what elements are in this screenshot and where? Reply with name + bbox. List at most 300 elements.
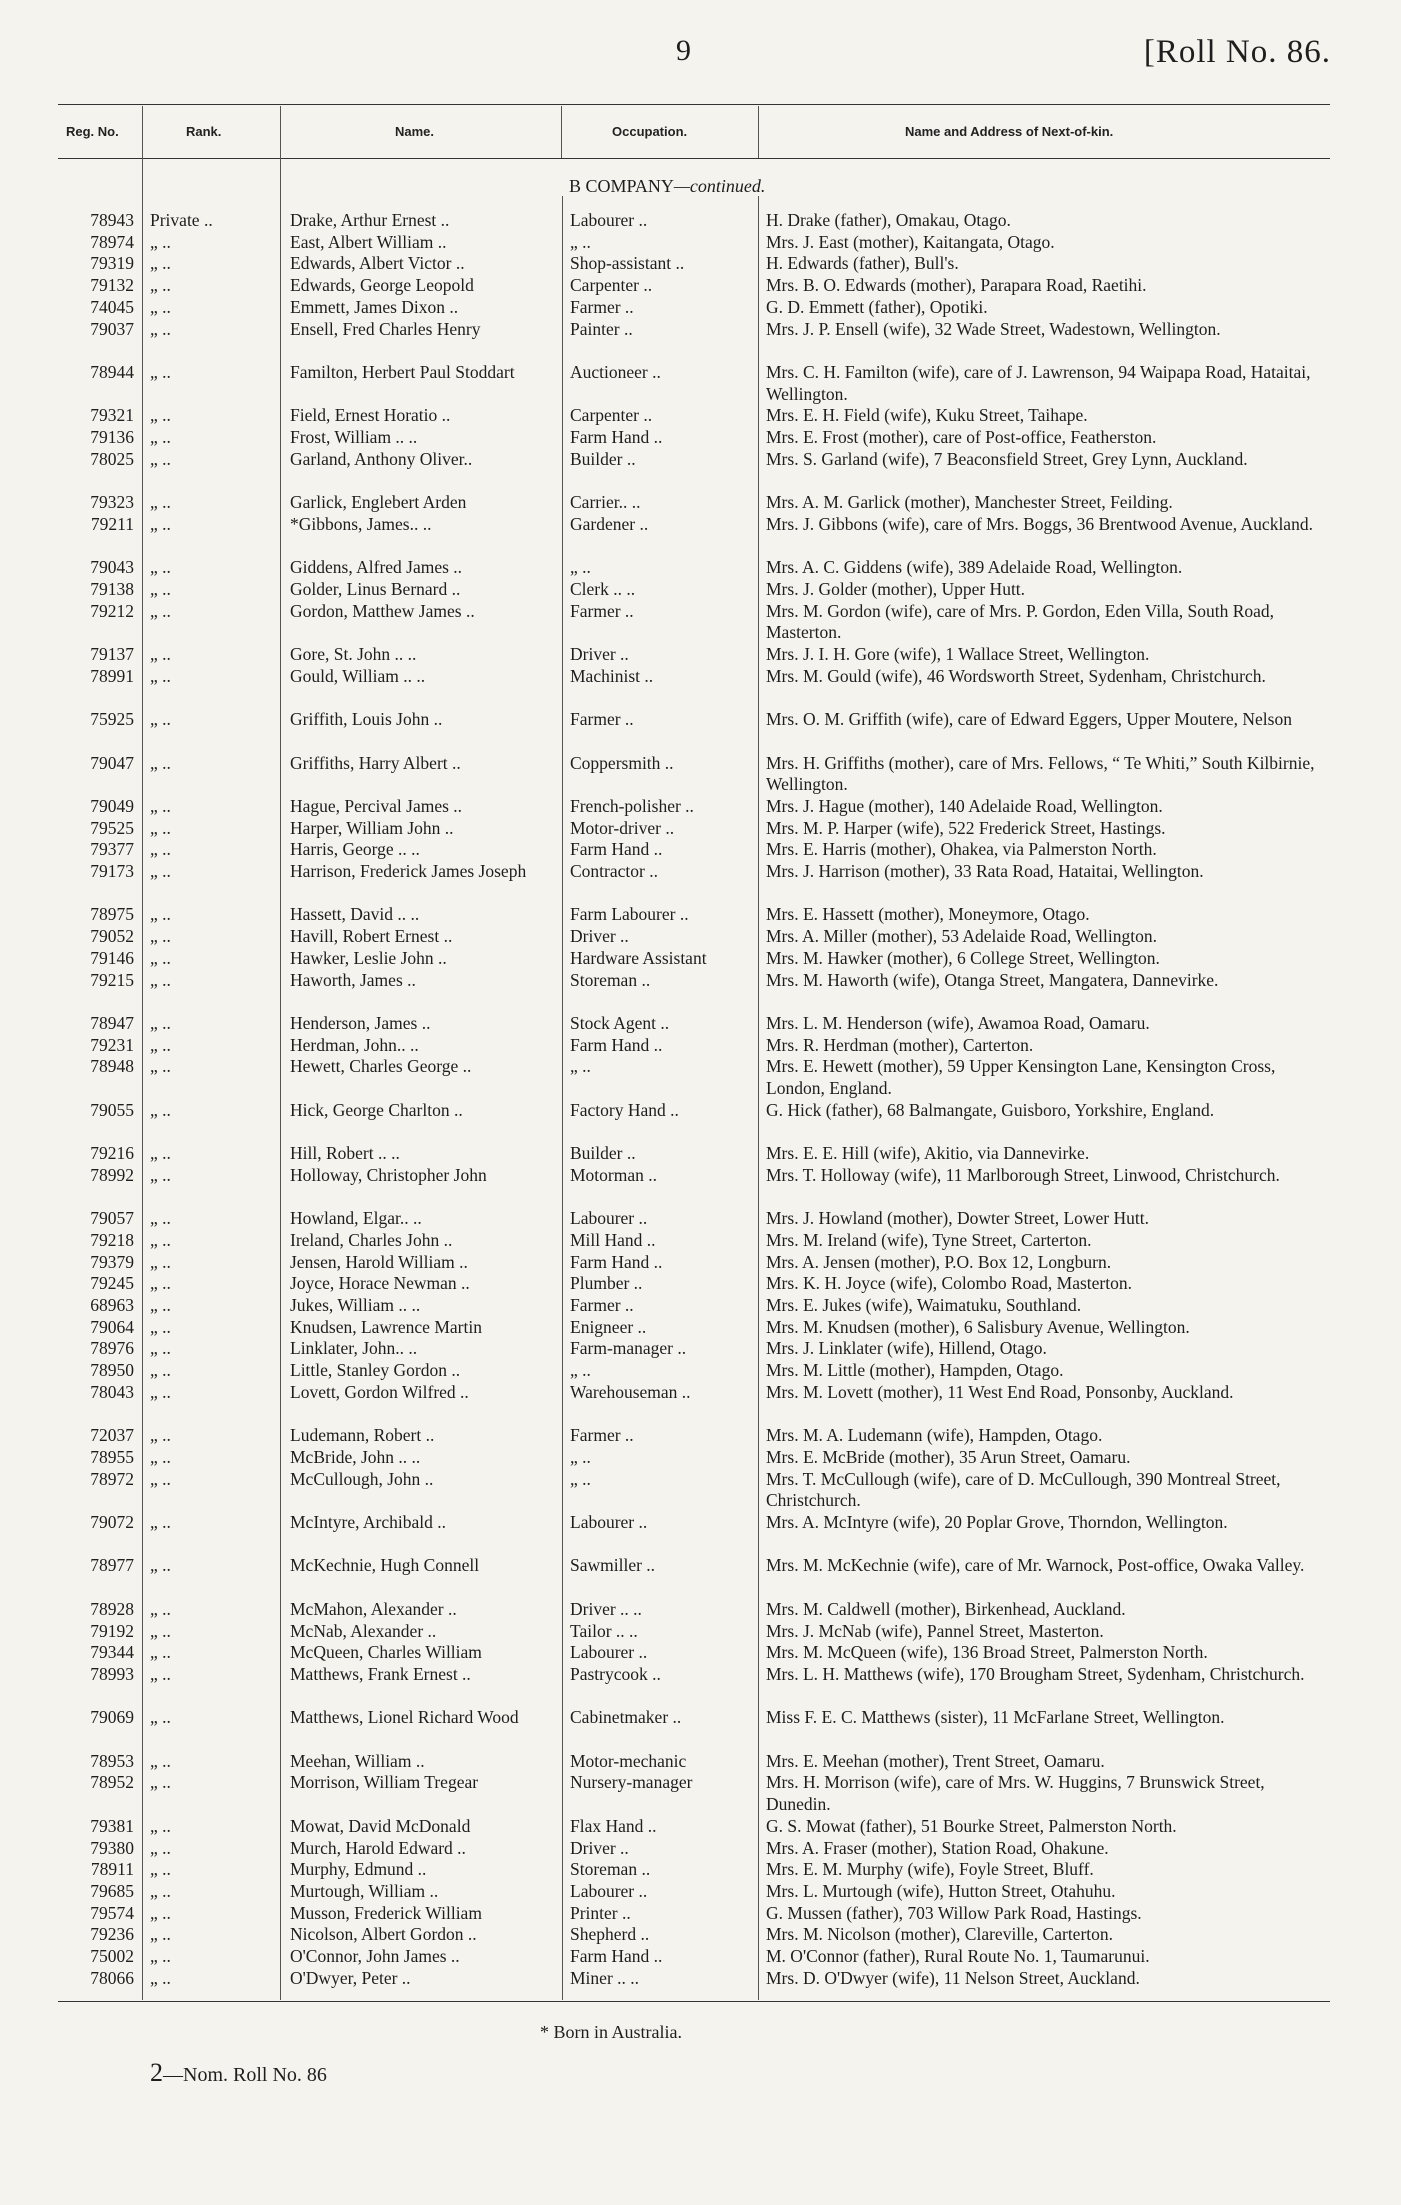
next-of-kin: Mrs. D. O'Dwyer (wife), 11 Nelson Street, Auckland. (766, 1967, 1140, 1988)
soldier-name: Hawker, Leslie John .. (290, 947, 447, 968)
reg-number: 79069 (90, 1707, 134, 1728)
occupation: „ .. (570, 1360, 591, 1381)
soldier-name: Linklater, John.. .. (290, 1338, 418, 1359)
occupation: Labourer .. (570, 1208, 648, 1229)
next-of-kin: Mrs. E. Harris (mother), Ohakea, via Palmerston North. (766, 839, 1157, 860)
soldier-name: McQueen, Charles William (290, 1642, 482, 1663)
next-of-kin: Mrs. J. East (mother), Kaitangata, Otago. (766, 231, 1055, 252)
reg-number: 79137 (90, 644, 134, 664)
reg-number: 79245 (90, 1273, 134, 1294)
roll-number: [Roll No. 86. (1143, 34, 1331, 70)
reg-number: 78944 (90, 361, 134, 382)
rank: „ .. (150, 1295, 171, 1315)
soldier-name: McBride, John .. .. (290, 1446, 421, 1467)
next-of-kin: Mrs. M. Gould (wife), 46 Wordsworth Street, Sydenham, Christchurch. (766, 665, 1266, 686)
soldier-name: Hick, George Charlton .. (290, 1099, 463, 1120)
soldier-name: O'Dwyer, Peter .. (290, 1967, 411, 1988)
reg-number: 78947 (90, 1012, 134, 1033)
rank: „ .. (150, 1555, 171, 1576)
next-of-kin: Mrs. A. C. Giddens (wife), 389 Adelaide Road, Wellington. (766, 557, 1183, 578)
rank: „ .. (150, 1837, 171, 1858)
reg-number: 78066 (90, 1967, 134, 1988)
reg-number: 78043 (90, 1381, 134, 1402)
next-of-kin: Mrs. A. M. Garlick (mother), Manchester Street, Feilding. (766, 492, 1173, 513)
rank: „ .. (150, 795, 171, 816)
soldier-name: Edwards, Albert Victor .. (290, 253, 465, 274)
rank: „ .. (150, 1924, 171, 1945)
reg-number: 78975 (90, 904, 134, 925)
next-of-kin: Mrs. J. Golder (mother), Upper Hutt. (766, 578, 1026, 599)
soldier-name: Nicolson, Albert Gordon .. (290, 1924, 477, 1945)
rank: „ .. (150, 709, 171, 730)
next-of-kin: Mrs. M. Lovett (mother), 11 West End Road, Ponsonby, Auckland. (766, 1381, 1234, 1402)
occupation: Farm Hand .. (570, 1034, 663, 1055)
reg-number: 78025 (90, 448, 134, 469)
next-of-kin: Mrs. E. M. Murphy (wife), Foyle Street, Bluff. (766, 1859, 1094, 1880)
reg-number: 79321 (90, 405, 134, 426)
soldier-name: Hill, Robert .. .. (290, 1143, 400, 1164)
next-of-kin: Mrs. M. McKechnie (wife), care of Mr. Warnock, Post-office, Owaka Valley. (766, 1555, 1305, 1576)
soldier-name: Drake, Arthur Ernest .. (290, 210, 450, 230)
occupation: Farm Hand .. (570, 1251, 663, 1272)
next-of-kin: G. S. Mowat (father), 51 Bourke Street, Palmerston North. (766, 1815, 1177, 1836)
column-header-rank: Rank. (186, 124, 222, 139)
next-of-kin: Mrs. T. Holloway (wife), 11 Marlborough Street, Linwood, Christchurch. (766, 1164, 1280, 1185)
occupation: Contractor .. (570, 861, 658, 881)
occupation: Driver .. (570, 926, 629, 947)
soldier-name: Ensell, Fred Charles Henry (290, 318, 481, 339)
occupation: Farm-manager .. (570, 1338, 687, 1359)
rank: „ .. (150, 492, 171, 513)
rank: „ .. (150, 1164, 171, 1185)
rank: „ .. (150, 1446, 171, 1467)
rank: „ .. (150, 253, 171, 274)
occupation: Mill Hand .. (570, 1229, 656, 1250)
rank: „ .. (150, 1229, 171, 1250)
soldier-name: East, Albert William .. (290, 231, 447, 252)
rank: „ .. (150, 1967, 171, 1988)
rank: „ .. (150, 1598, 171, 1619)
rank: „ .. (150, 1143, 171, 1164)
occupation: Builder .. (570, 448, 636, 469)
footnote: * Born in Australia. (540, 2022, 682, 2042)
occupation: „ .. (570, 1056, 591, 1077)
column-header-name: Name. (395, 124, 435, 139)
reg-number: 79136 (90, 427, 134, 447)
next-of-kin: Mrs. M. McQueen (wife), 136 Broad Street, Palmerston North. (766, 1642, 1208, 1663)
rank: „ .. (150, 1663, 171, 1684)
occupation: Pastrycook .. (570, 1663, 661, 1684)
rank: „ .. (150, 665, 171, 686)
reg-number: 78948 (90, 1056, 134, 1077)
next-of-kin: Mrs. E. Frost (mother), care of Post-office, Featherston. (766, 427, 1157, 447)
reg-number: 78950 (90, 1360, 134, 1381)
occupation: Miner .. .. (570, 1967, 640, 1988)
next-of-kin: Mrs. L. H. Matthews (wife), 170 Brougham Street, Sydenham, Christchurch. (766, 1663, 1305, 1684)
soldier-name: Hewett, Charles George .. (290, 1056, 472, 1077)
sheet-number: 2 (150, 2058, 163, 2087)
reg-number: 79146 (90, 947, 134, 968)
occupation: Farmer .. (570, 1295, 634, 1315)
soldier-name: Howland, Elgar.. .. (290, 1208, 422, 1229)
occupation: Enigneer .. (570, 1316, 647, 1337)
reg-number: 79574 (90, 1902, 134, 1923)
next-of-kin: Mrs. J. Linklater (wife), Hillend, Otago. (766, 1338, 1047, 1359)
occupation: Farm Hand .. (570, 427, 663, 447)
next-of-kin: Mrs. L. M. Henderson (wife), Awamoa Road, Oamaru. (766, 1012, 1150, 1033)
next-of-kin: Mrs. J. Hague (mother), 140 Adelaide Road, Wellington. (766, 795, 1163, 816)
soldier-name: Hague, Percival James .. (290, 795, 463, 816)
occupation: Labourer .. (570, 1642, 648, 1663)
next-of-kin: Mrs. J. Howland (mother), Dowter Street, Lower Hutt. (766, 1208, 1149, 1229)
occupation: „ .. (570, 1468, 591, 1489)
soldier-name: Giddens, Alfred James .. (290, 557, 463, 578)
next-of-kin: Mrs. H. Morrison (wife), care of Mrs. W. Huggins, 7 Brunswick Street, Dunedin. (766, 1772, 1265, 1815)
rank: „ .. (150, 926, 171, 947)
reg-number: 79216 (90, 1143, 134, 1164)
rank: „ .. (150, 275, 171, 296)
occupation: Farm Labourer .. (570, 904, 689, 925)
rank: „ .. (150, 861, 171, 881)
rank: „ .. (150, 817, 171, 838)
occupation: Plumber .. (570, 1273, 643, 1294)
reg-number: 75925 (90, 709, 134, 730)
next-of-kin: Miss F. E. C. Matthews (sister), 11 McFarlane Street, Wellington. (766, 1707, 1225, 1728)
soldier-name: Herdman, John.. .. (290, 1034, 419, 1055)
rank: „ .. (150, 1316, 171, 1337)
occupation: Motor-mechanic (570, 1750, 687, 1771)
next-of-kin: Mrs. A. Fraser (mother), Station Road, Ohakune. (766, 1837, 1109, 1858)
soldier-name: Jensen, Harold William .. (290, 1251, 468, 1272)
bottom-rule (58, 2001, 1330, 2002)
next-of-kin: Mrs. J. Gibbons (wife), care of Mrs. Boggs, 36 Brentwood Avenue, Auckland. (766, 513, 1313, 534)
occupation: Sawmiller .. (570, 1555, 656, 1576)
next-of-kin: G. Hick (father), 68 Balmangate, Guisboro, Yorkshire, England. (766, 1099, 1215, 1120)
reg-number: 79211 (90, 513, 134, 534)
occupation: Gardener .. (570, 513, 649, 534)
occupation: Labourer .. (570, 1512, 648, 1532)
rank: „ .. (150, 1338, 171, 1359)
rank: „ .. (150, 969, 171, 990)
soldier-name: Emmett, James Dixon .. (290, 296, 459, 317)
rank: „ .. (150, 361, 171, 382)
soldier-name: Joyce, Horace Newman .. (290, 1273, 470, 1294)
next-of-kin: Mrs. O. M. Griffith (wife), care of Edward Eggers, Upper Moutere, Nelson (766, 709, 1292, 730)
occupation: Auctioneer .. (570, 361, 661, 382)
rank: „ .. (150, 296, 171, 317)
next-of-kin: M. O'Connor (father), Rural Route No. 1, Taumarunui. (766, 1946, 1150, 1966)
next-of-kin: Mrs. E. Hassett (mother), Moneymore, Otago. (766, 904, 1090, 925)
soldier-name: Matthews, Lionel Richard Wood (290, 1707, 519, 1728)
column-header-reg-no: Reg. No. (66, 124, 119, 139)
next-of-kin: Mrs. H. Griffiths (mother), care of Mrs. Fellows, “ Te Whiti,” South Kilbirnie, Wellington. (766, 752, 1315, 795)
rank: „ .. (150, 1880, 171, 1901)
occupation: Warehouseman .. (570, 1381, 691, 1402)
next-of-kin: Mrs. E. Meehan (mother), Trent Street, Oamaru. (766, 1750, 1105, 1771)
occupation: Cabinetmaker .. (570, 1707, 682, 1728)
occupation: Motorman .. (570, 1164, 658, 1185)
roll-label: —Nom. Roll No. 86 (163, 2064, 327, 2086)
occupation: Driver .. (570, 644, 629, 664)
reg-number: 78952 (90, 1772, 134, 1793)
next-of-kin: Mrs. M. Knudsen (mother), 6 Salisbury Avenue, Wellington. (766, 1316, 1190, 1337)
reg-number: 79381 (90, 1815, 134, 1836)
reg-number: 79215 (90, 969, 134, 990)
soldier-name: Holloway, Christopher John (290, 1164, 487, 1185)
reg-number: 79212 (90, 600, 134, 621)
rank: Private .. (150, 210, 213, 230)
reg-number: 78911 (90, 1859, 134, 1880)
occupation: Clerk .. .. (570, 578, 636, 599)
next-of-kin: Mrs. B. O. Edwards (mother), Parapara Road, Raetihi. (766, 275, 1147, 296)
next-of-kin: Mrs. E. Hewett (mother), 59 Upper Kensington Lane, Kensington Cross, London, England. (766, 1056, 1276, 1098)
occupation: „ .. (570, 1446, 591, 1467)
soldier-name: Hassett, David .. .. (290, 904, 420, 925)
next-of-kin: H. Edwards (father), Bull's. (766, 253, 959, 274)
soldier-name: Murtough, William .. (290, 1880, 439, 1901)
occupation: Storeman .. (570, 1859, 651, 1880)
next-of-kin: Mrs. R. Herdman (mother), Carterton. (766, 1034, 1034, 1055)
next-of-kin: Mrs. A. Jensen (mother), P.O. Box 12, Longburn. (766, 1251, 1112, 1272)
reg-number: 79525 (90, 817, 134, 838)
reg-number: 79052 (90, 926, 134, 947)
reg-number: 79173 (90, 861, 134, 881)
rank: „ .. (150, 1012, 171, 1033)
occupation: Carpenter .. (570, 275, 653, 296)
occupation: Carrier.. .. (570, 492, 641, 513)
page-number: 9 (676, 34, 691, 67)
reg-number: 79319 (90, 253, 134, 274)
next-of-kin: Mrs. M. Caldwell (mother), Birkenhead, Auckland. (766, 1598, 1126, 1619)
next-of-kin: Mrs. J. McNab (wife), Pannel Street, Masterton. (766, 1620, 1104, 1641)
next-of-kin: Mrs. M. A. Ludemann (wife), Hampden, Otago. (766, 1425, 1103, 1446)
reg-number: 79072 (90, 1512, 134, 1532)
soldier-name: Garlick, Englebert Arden (290, 492, 467, 513)
occupation: Tailor .. .. (570, 1620, 638, 1641)
soldier-name: Field, Ernest Horatio .. (290, 405, 451, 426)
reg-number: 78943 (90, 210, 134, 230)
rank: „ .. (150, 1468, 171, 1489)
reg-number: 79231 (90, 1034, 134, 1055)
occupation: Hardware Assistant (570, 947, 707, 968)
soldier-name: McNab, Alexander .. (290, 1620, 437, 1641)
soldier-name: Henderson, James .. (290, 1012, 431, 1033)
occupation: Labourer .. (570, 210, 648, 230)
rank: „ .. (150, 644, 171, 664)
occupation: Flax Hand .. (570, 1815, 657, 1836)
rank: „ .. (150, 1859, 171, 1880)
reg-number: 79064 (90, 1316, 134, 1337)
rank: „ .. (150, 1273, 171, 1294)
soldier-name: Griffith, Louis John .. (290, 709, 443, 730)
occupation: Builder .. (570, 1143, 636, 1164)
soldier-name: Lovett, Gordon Wilfred .. (290, 1381, 469, 1402)
soldier-name: Harper, William John .. (290, 817, 454, 838)
next-of-kin: Mrs. K. H. Joyce (wife), Colombo Road, Masterton. (766, 1273, 1132, 1294)
rank: „ .. (150, 231, 171, 252)
occupation: Factory Hand .. (570, 1099, 679, 1120)
rank: „ .. (150, 318, 171, 339)
soldier-name: McKechnie, Hugh Connell (290, 1555, 480, 1576)
soldier-name: Frost, William .. .. (290, 427, 418, 447)
next-of-kin: Mrs. M. Nicolson (mother), Clareville, Carterton. (766, 1924, 1114, 1945)
reg-number: 79057 (90, 1208, 134, 1229)
next-of-kin: Mrs. J. P. Ensell (wife), 32 Wade Street, Wadestown, Wellington. (766, 318, 1221, 339)
next-of-kin: Mrs. M. P. Harper (wife), 522 Frederick Street, Hastings. (766, 817, 1166, 838)
occupation: Farm Hand .. (570, 1946, 663, 1966)
next-of-kin: Mrs. E. Jukes (wife), Waimatuku, Southland. (766, 1295, 1082, 1315)
soldier-name: Mowat, David McDonald (290, 1815, 471, 1836)
reg-number: 79047 (90, 752, 134, 773)
soldier-name: Gordon, Matthew James .. (290, 600, 475, 621)
soldier-name: Harrison, Frederick James Joseph (290, 861, 527, 881)
page-footer (150, 2058, 327, 2088)
reg-number: 68963 (90, 1295, 134, 1315)
reg-number: 78953 (90, 1750, 134, 1771)
occupation: Farmer .. (570, 709, 634, 730)
next-of-kin: Mrs. J. I. H. Gore (wife), 1 Wallace Street, Wellington. (766, 644, 1150, 664)
occupation: „ .. (570, 557, 591, 578)
rank: „ .. (150, 1034, 171, 1055)
reg-number: 79037 (90, 318, 134, 339)
next-of-kin: Mrs. E. H. Field (wife), Kuku Street, Taihape. (766, 405, 1088, 426)
occupation: Farm Hand .. (570, 839, 663, 860)
reg-number: 79049 (90, 795, 134, 816)
soldier-name: O'Connor, John James .. (290, 1946, 460, 1966)
soldier-name: Gould, William .. .. (290, 665, 426, 686)
reg-number: 72037 (90, 1425, 134, 1446)
reg-number: 78977 (90, 1555, 134, 1576)
rank: „ .. (150, 1946, 171, 1966)
rank: „ .. (150, 1425, 171, 1446)
rank: „ .. (150, 427, 171, 447)
occupation: Labourer .. (570, 1880, 648, 1901)
reg-number: 79218 (90, 1229, 134, 1250)
rank: „ .. (150, 1750, 171, 1771)
occupation: „ .. (570, 231, 591, 252)
column-header-next-of-kin: Name and Address of Next-of-kin. (905, 124, 1114, 139)
rank: „ .. (150, 1208, 171, 1229)
occupation: Coppersmith .. (570, 752, 674, 773)
column-header-occupation: Occupation. (612, 124, 688, 139)
next-of-kin: G. D. Emmett (father), Opotiki. (766, 296, 988, 317)
soldier-name: Jukes, William .. .. (290, 1295, 421, 1315)
occupation: Farmer .. (570, 296, 634, 317)
occupation: Stock Agent .. (570, 1012, 670, 1033)
soldier-name: Golder, Linus Bernard .. (290, 578, 461, 599)
soldier-name: Meehan, William .. (290, 1750, 425, 1771)
soldier-name: Musson, Frederick William (290, 1902, 482, 1923)
next-of-kin: G. Mussen (father), 703 Willow Park Road, Hastings. (766, 1902, 1142, 1923)
reg-number: 78928 (90, 1598, 134, 1619)
soldier-name: McMahon, Alexander .. (290, 1598, 457, 1619)
occupation: Nursery-manager (570, 1772, 693, 1793)
soldier-name: Matthews, Frank Ernest .. (290, 1663, 471, 1684)
reg-number: 74045 (90, 296, 134, 317)
company-name: B COMPANY (569, 176, 674, 196)
reg-number: 78974 (90, 231, 134, 252)
next-of-kin: Mrs. T. McCullough (wife), care of D. McCullough, 390 Montreal Street, Christchurch. (766, 1468, 1281, 1511)
reg-number: 78993 (90, 1663, 134, 1684)
rank: „ .. (150, 1056, 171, 1077)
soldier-name: Garland, Anthony Oliver.. (290, 448, 473, 469)
reg-number: 79138 (90, 578, 134, 599)
occupation: Storeman .. (570, 969, 651, 990)
soldier-name: Harris, George .. .. (290, 839, 420, 860)
rank: „ .. (150, 1251, 171, 1272)
reg-number: 79380 (90, 1837, 134, 1858)
rank: „ .. (150, 947, 171, 968)
rank: „ .. (150, 1620, 171, 1641)
next-of-kin: Mrs. E. McBride (mother), 35 Arun Street, Oamaru. (766, 1446, 1131, 1467)
rank: „ .. (150, 513, 171, 534)
reg-number: 79377 (90, 839, 134, 860)
rank: „ .. (150, 1902, 171, 1923)
reg-number: 79236 (90, 1924, 134, 1945)
reg-number: 78972 (90, 1468, 134, 1489)
reg-number: 79192 (90, 1620, 134, 1641)
rank: „ .. (150, 1381, 171, 1402)
occupation: Farmer .. (570, 1425, 634, 1446)
reg-number: 78955 (90, 1446, 134, 1467)
soldier-name: Murphy, Edmund .. (290, 1859, 427, 1880)
soldier-name: Little, Stanley Gordon .. (290, 1360, 461, 1381)
occupation: Machinist .. (570, 665, 654, 686)
rank: „ .. (150, 557, 171, 578)
soldier-name: McCullough, John .. (290, 1468, 434, 1489)
next-of-kin: Mrs. A. Miller (mother), 53 Adelaide Road, Wellington. (766, 926, 1157, 947)
rank: „ .. (150, 752, 171, 773)
next-of-kin: Mrs. A. McIntyre (wife), 20 Poplar Grove, Thorndon, Wellington. (766, 1512, 1228, 1532)
soldier-name: Gore, St. John .. .. (290, 644, 417, 664)
next-of-kin: Mrs. M. Ireland (wife), Tyne Street, Carterton. (766, 1229, 1092, 1250)
occupation: Motor-driver .. (570, 817, 675, 838)
next-of-kin: H. Drake (father), Omakau, Otago. (766, 210, 1011, 230)
soldier-name: Havill, Robert Ernest .. (290, 926, 453, 947)
rank: „ .. (150, 839, 171, 860)
soldier-name: Morrison, William Tregear (290, 1772, 479, 1793)
soldier-name: Familton, Herbert Paul Stoddart (290, 361, 515, 382)
occupation: Painter .. (570, 318, 633, 339)
occupation: Farmer .. (570, 600, 634, 621)
rank: „ .. (150, 1815, 171, 1836)
next-of-kin: Mrs. M. Gordon (wife), care of Mrs. P. Gordon, Eden Villa, South Road, Masterton. (766, 600, 1275, 643)
continued-label: —continued. (673, 176, 766, 196)
soldier-name: Edwards, George Leopold (290, 275, 474, 296)
reg-number: 79323 (90, 492, 134, 513)
rank: „ .. (150, 1642, 171, 1663)
occupation: Shop-assistant .. (570, 253, 685, 274)
reg-number: 78991 (90, 665, 134, 686)
next-of-kin: Mrs. M. Little (mother), Hampden, Otago. (766, 1360, 1064, 1381)
next-of-kin: Mrs. S. Garland (wife), 7 Beaconsfield Street, Grey Lynn, Auckland. (766, 448, 1248, 469)
soldier-name: Griffiths, Harry Albert .. (290, 752, 461, 773)
next-of-kin: Mrs. E. E. Hill (wife), Akitio, via Dannevirke. (766, 1143, 1090, 1164)
rank: „ .. (150, 600, 171, 621)
reg-number: 75002 (90, 1946, 134, 1966)
soldier-name: Haworth, James .. (290, 969, 416, 990)
occupation: Driver .. (570, 1837, 629, 1858)
occupation: Carpenter .. (570, 405, 653, 426)
reg-number: 78976 (90, 1338, 134, 1359)
rank: „ .. (150, 448, 171, 469)
occupation: Driver .. .. (570, 1598, 642, 1619)
occupation: French-polisher .. (570, 795, 694, 816)
next-of-kin: Mrs. J. Harrison (mother), 33 Rata Road, Hataitai, Wellington. (766, 861, 1204, 881)
reg-number: 79055 (90, 1099, 134, 1120)
rank: „ .. (150, 1512, 171, 1532)
next-of-kin: Mrs. M. Hawker (mother), 6 College Street, Wellington. (766, 947, 1160, 968)
